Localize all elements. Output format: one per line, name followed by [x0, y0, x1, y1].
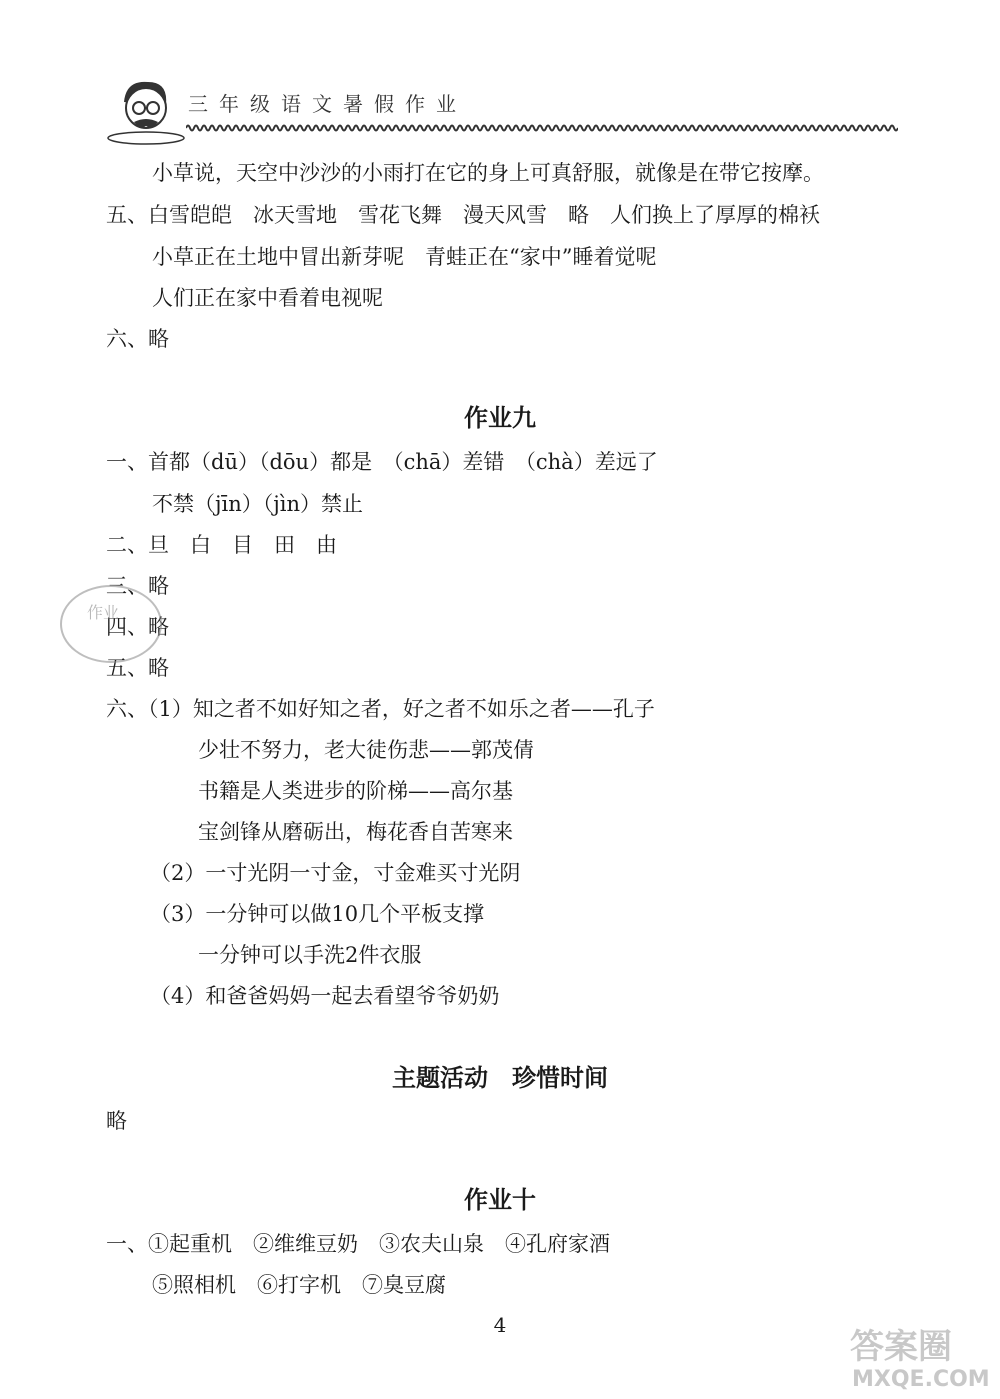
answer-line: 五、略	[106, 656, 169, 680]
answer-line: 宝剑锋从磨砺出，梅花香自苦寒来	[198, 820, 513, 844]
section-heading-9: 作业九	[464, 404, 536, 432]
answer-line: （3）一分钟可以做10几个平板支撑	[150, 902, 485, 926]
answer-line: 书籍是人类进步的阶梯——高尔基	[198, 779, 513, 803]
answer-line: 一、首都（dū）（dōu）都是 （chā）差错 （chà）差远了	[106, 450, 658, 474]
answer-line: ⑤照相机 ⑥打字机 ⑦臭豆腐	[152, 1273, 446, 1297]
answer-line: 小草说，天空中沙沙的小雨打在它的身上可真舒服，就像是在带它按摩。	[152, 161, 824, 185]
answer-line: （4）和爸爸妈妈一起去看望爷爷奶奶	[150, 984, 500, 1008]
stamp-text: 作业	[87, 603, 120, 622]
watermark-big: 答案圈	[850, 1327, 952, 1367]
answer-line: （2）一寸光阴一寸金，寸金难买寸光阴	[150, 861, 521, 885]
section-heading-10: 作业十	[464, 1186, 536, 1214]
answer-line: 六、略	[106, 327, 169, 351]
answer-line: 五、白雪皑皑 冰天雪地 雪花飞舞 漫天风雪 略 人们换上了厚厚的棉袄	[106, 203, 820, 227]
header-wave-divider	[186, 122, 898, 134]
watermark-logo-icon	[844, 1318, 990, 1392]
page-header	[100, 62, 900, 152]
answer-line: 一、①起重机 ②维维豆奶 ③农夫山泉 ④孔府家酒	[106, 1232, 610, 1256]
page-number: 4	[493, 1313, 507, 1337]
answer-line: 略	[106, 1109, 127, 1133]
answer-line: 少壮不努力，老大徒伤悲——郭茂倩	[198, 738, 534, 762]
answer-line: 六、（1）知之者不如好知之者，好之者不如乐之者——孔子	[106, 697, 655, 721]
stamp-icon	[55, 578, 167, 670]
answer-line: 不禁（jīn）（jìn）禁止	[152, 492, 364, 516]
header-title: 三年级语文暑假作业	[188, 92, 467, 116]
answer-line: 人们正在家中看着电视呢	[152, 286, 383, 310]
watermark-small: MXQE.COM	[852, 1367, 990, 1392]
answer-line: 四、略	[106, 615, 169, 639]
mascot-icon	[100, 72, 190, 150]
answer-line: 一分钟可以手洗2件衣服	[198, 943, 422, 967]
answer-line: 三、略	[106, 574, 169, 598]
answer-line: 小草正在土地中冒出新芽呢 青蛙正在“家中”睡着觉呢	[152, 245, 657, 269]
answer-line: 二、旦 白 目 田 由	[106, 533, 337, 557]
section-heading-theme: 主题活动 珍惜时间	[392, 1064, 608, 1092]
